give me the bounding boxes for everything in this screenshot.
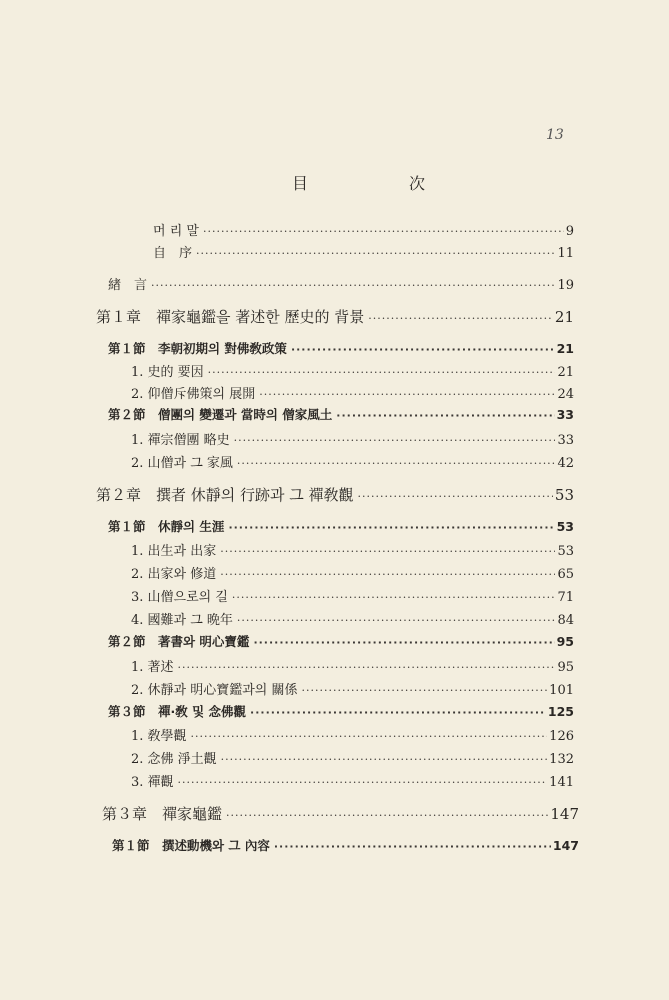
toc-entry-label: 1. 敎學觀 bbox=[131, 729, 187, 744]
toc-subsection[interactable] bbox=[131, 383, 574, 401]
toc-entry-page: 95 bbox=[556, 634, 574, 649]
dot-leader bbox=[203, 225, 564, 238]
toc-entry-label: 3. 山僧으로의 길 bbox=[131, 590, 228, 605]
toc-chapter[interactable] bbox=[96, 484, 574, 502]
toc-entry-page: 53 bbox=[557, 544, 574, 559]
toc-subsection[interactable] bbox=[131, 748, 574, 766]
toc-subsection[interactable] bbox=[131, 725, 574, 743]
toc-chapter[interactable] bbox=[96, 306, 574, 324]
toc-section[interactable] bbox=[108, 405, 574, 423]
toc-entry-label: 第１節 李朝初期의 對佛敎政策 bbox=[108, 341, 287, 356]
dot-leader bbox=[221, 753, 548, 766]
toc-entry[interactable] bbox=[153, 220, 574, 238]
toc-entry-label: 第１章 禪家龜鑑을 著述한 歷史的 背景 bbox=[96, 308, 365, 326]
toc-entry-label: 自 序 bbox=[153, 246, 193, 261]
toc-subsection[interactable] bbox=[131, 586, 574, 604]
toc-section[interactable] bbox=[108, 632, 574, 650]
toc-entry-label: 2. 仰僧斥佛策의 展開 bbox=[131, 387, 256, 402]
toc-chapter[interactable] bbox=[102, 803, 579, 821]
dot-leader bbox=[220, 545, 555, 558]
dot-leader bbox=[301, 684, 547, 697]
toc-entry-page: 101 bbox=[549, 683, 574, 698]
toc-subsection[interactable] bbox=[131, 540, 574, 558]
toc-entry-page: 53 bbox=[554, 486, 574, 504]
page-title: 目 次 bbox=[291, 174, 474, 193]
toc-subsection[interactable] bbox=[131, 429, 574, 447]
toc-entry-page: 126 bbox=[549, 729, 574, 744]
toc-entry-label: 第３章 禪家龜鑑 bbox=[102, 805, 223, 823]
dot-leader bbox=[178, 776, 548, 789]
toc-entry-page: 132 bbox=[549, 752, 574, 767]
toc-entry[interactable] bbox=[153, 242, 574, 260]
dot-leader bbox=[358, 490, 553, 503]
toc-entry-label: 第２節 著書와 明心寶鑑 bbox=[108, 634, 250, 649]
toc-entry-page: 42 bbox=[557, 456, 574, 471]
dot-leader bbox=[259, 388, 555, 401]
dot-leader bbox=[237, 614, 556, 627]
toc-entry-label: 2. 休靜과 明心寶鑑과의 關係 bbox=[131, 683, 298, 698]
toc-entry-page: 33 bbox=[556, 407, 574, 422]
toc-entry-page: 11 bbox=[557, 246, 574, 261]
toc-entry-page: 19 bbox=[557, 278, 574, 293]
toc-entry-label: 4. 國難과 그 晩年 bbox=[131, 613, 233, 628]
toc-entry-page: 84 bbox=[557, 613, 574, 628]
toc-entry-page: 141 bbox=[549, 775, 574, 790]
dot-leader bbox=[151, 279, 555, 292]
page-number: 13 bbox=[546, 127, 564, 143]
toc-entry-label: 1. 史的 要因 bbox=[131, 365, 204, 380]
toc-section[interactable] bbox=[108, 702, 574, 720]
toc-entry-page: 65 bbox=[557, 567, 574, 582]
toc-entry-label: 2. 出家와 修道 bbox=[131, 567, 217, 582]
toc-entry-label: 2. 念佛 淨土觀 bbox=[131, 752, 217, 767]
dot-leader bbox=[291, 343, 555, 356]
toc-subsection[interactable] bbox=[131, 771, 574, 789]
toc-entry-page: 71 bbox=[557, 590, 574, 605]
dot-leader bbox=[274, 840, 551, 853]
dot-leader bbox=[234, 434, 556, 447]
toc-entry-label: 1. 著述 bbox=[131, 660, 174, 675]
dot-leader bbox=[228, 521, 554, 534]
dot-leader bbox=[250, 706, 546, 719]
toc-section[interactable] bbox=[112, 836, 579, 854]
toc-entry-label: 第２節 僧團의 變遷과 當時의 僧家風土 bbox=[108, 407, 333, 422]
toc-entry-page: 95 bbox=[557, 660, 574, 675]
toc-subsection[interactable] bbox=[131, 361, 574, 379]
dot-leader bbox=[368, 312, 553, 325]
dot-leader bbox=[196, 247, 555, 260]
toc-section[interactable] bbox=[108, 517, 574, 535]
toc-section[interactable] bbox=[108, 339, 574, 357]
toc-subsection[interactable] bbox=[131, 563, 574, 581]
toc-entry-label: 2. 山僧과 그 家風 bbox=[131, 456, 233, 471]
dot-leader bbox=[220, 568, 555, 581]
toc-entry-label: 1. 出生과 出家 bbox=[131, 544, 217, 559]
toc-entry-label: 第３節 禪·敎 및 念佛觀 bbox=[108, 704, 247, 719]
toc-entry-page: 21 bbox=[557, 365, 574, 380]
toc-subsection[interactable] bbox=[131, 679, 574, 697]
toc-entry[interactable] bbox=[108, 274, 574, 292]
toc-entry-page: 147 bbox=[550, 805, 579, 823]
dot-leader bbox=[237, 457, 556, 470]
dot-leader bbox=[253, 636, 554, 649]
toc-entry-page: 53 bbox=[556, 519, 574, 534]
toc-entry-label: 第２章 撰者 休靜의 行跡과 그 禪敎觀 bbox=[96, 486, 354, 504]
dot-leader bbox=[191, 730, 548, 743]
dot-leader bbox=[226, 809, 548, 822]
toc-entry-label: 머 리 말 bbox=[153, 224, 199, 239]
toc-subsection[interactable] bbox=[131, 609, 574, 627]
dot-leader bbox=[232, 591, 556, 604]
toc-entry-page: 125 bbox=[547, 704, 574, 719]
toc-subsection[interactable] bbox=[131, 452, 574, 470]
toc-entry-page: 21 bbox=[554, 308, 574, 326]
toc-entry-page: 24 bbox=[557, 387, 574, 402]
toc-entry-page: 147 bbox=[552, 838, 579, 853]
dot-leader bbox=[208, 366, 556, 379]
toc-entry-label: 1. 禪宗僧團 略史 bbox=[131, 433, 230, 448]
toc-entry-page: 33 bbox=[557, 433, 574, 448]
toc-entry-label: 第１節 撰述動機와 그 內容 bbox=[112, 838, 270, 853]
toc-entry-page: 9 bbox=[565, 224, 574, 239]
dot-leader bbox=[178, 661, 556, 674]
dot-leader bbox=[336, 409, 554, 422]
toc-subsection[interactable] bbox=[131, 656, 574, 674]
toc-entry-label: 第１節 休靜의 生涯 bbox=[108, 519, 225, 534]
toc-entry-page: 21 bbox=[556, 341, 574, 356]
toc-entry-label: 3. 禪觀 bbox=[131, 775, 174, 790]
toc-entry-label: 緖 言 bbox=[108, 278, 148, 293]
